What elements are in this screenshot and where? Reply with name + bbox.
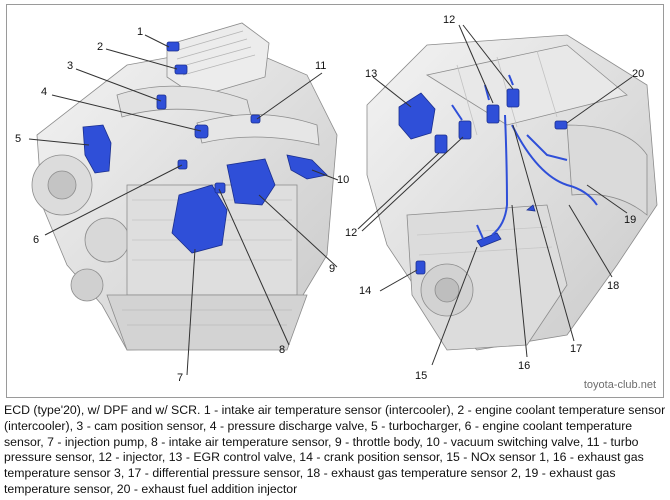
label-12-top: 12 [443, 14, 456, 26]
label-3: 3 [67, 60, 74, 72]
label-10: 10 [337, 174, 350, 186]
part-2 [175, 65, 187, 74]
label-16: 16 [518, 360, 531, 372]
part-14 [416, 261, 425, 274]
label-18: 18 [607, 280, 620, 292]
label-1: 1 [137, 26, 144, 38]
label-12-left: 12 [345, 227, 358, 239]
part-20 [555, 121, 567, 129]
label-20: 20 [632, 68, 645, 80]
label-5: 5 [15, 133, 22, 145]
label-7: 7 [177, 372, 184, 384]
injector-4 [507, 89, 519, 107]
injector-1 [435, 135, 447, 153]
label-11: 11 [315, 60, 327, 72]
label-14: 14 [359, 285, 372, 297]
label-8: 8 [279, 344, 286, 356]
part-4 [195, 125, 208, 138]
label-2: 2 [97, 41, 104, 53]
label-19: 19 [624, 214, 637, 226]
label-13: 13 [365, 68, 378, 80]
diagram-frame [6, 4, 664, 398]
label-6: 6 [33, 234, 40, 246]
part-3 [157, 95, 166, 109]
part-11 [251, 115, 260, 123]
part-6 [178, 160, 187, 169]
injector-3 [487, 105, 499, 123]
label-17: 17 [570, 343, 583, 355]
label-9: 9 [329, 263, 336, 275]
watermark: toyota-club.net [583, 379, 656, 391]
label-15: 15 [415, 370, 428, 382]
label-4: 4 [41, 86, 48, 98]
engine-diagram [7, 5, 664, 398]
caption: ECD (type'20), w/ DPF and w/ SCR. 1 - intake air temperature sensor (intercooler), 2 - engine coolant temperature sensor (intercooler), 3 - cam position sensor, 4 - pressure discharge valve, 5 - turbocharger, 6 - engine coolant temperature sensor, 7 - injection pump, 8 - intake air temperature sensor, 9 - throttle body, 10 - vacuum switching valve, 11 - turbo pressure sensor, 12 - injector, 13 - EGR control valve, 14 - crank position sensor, 15 - NOx sensor 1, 16 - exhaust gas temperature sensor 3, 17 - differential pressure sensor, 18 - exhaust gas temperature sensor 2, 19 - exhaust gas temperature sensor, 20 - exhaust fuel addition injector [4, 403, 666, 496]
injector-2 [459, 121, 471, 139]
